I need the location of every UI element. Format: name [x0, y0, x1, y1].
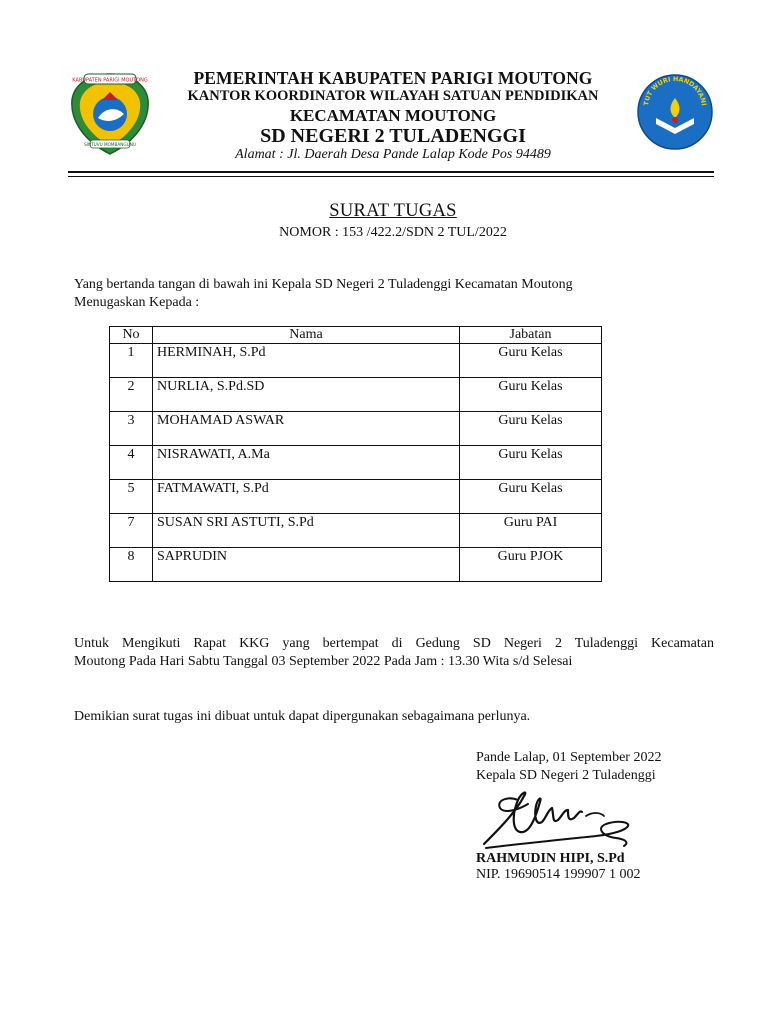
closing-statement: Demikian surat tugas ini dibuat untuk dapat dipergunakan sebagaimana perlunya. — [74, 709, 531, 724]
header-jabatan: Jabatan — [460, 327, 602, 344]
table-row — [110, 514, 602, 548]
table-row — [110, 378, 602, 412]
purpose-line-1: Untuk Mengikuti Rapat KKG yang bertempat di Gedung SD Negeri 2 Tuladenggi Kecamatan — [74, 636, 714, 651]
header-no: No — [110, 327, 153, 344]
row-jabatan: Guru Kelas — [460, 378, 602, 412]
header-government-line: PEMERINTAH KABUPATEN PARIGI MOUTONG — [193, 68, 593, 88]
row-nama: NISRAWATI, A.Ma — [153, 446, 460, 480]
row-no: 5 — [110, 480, 153, 514]
table-row — [110, 480, 602, 514]
signer-nip: NIP. 19690514 199907 1 002 — [476, 867, 641, 882]
intro-line-2: Menugaskan Kepada : — [74, 295, 200, 310]
letter-number: NOMOR : 153 /422.2/SDN 2 TUL/2022 — [279, 225, 507, 240]
header-address: Alamat : Jl. Daerah Desa Pande Lalap Kode Pos 94489 — [235, 147, 551, 162]
logo-left-banner-text: KABUPATEN PARIGI MOUTONG — [72, 77, 148, 84]
header-divider-thin — [68, 176, 714, 177]
logo-right-arc-text: TUT WURI HANDAYANI — [642, 74, 708, 107]
row-nama: MOHAMAD ASWAR — [153, 412, 460, 446]
parigi-moutong-emblem-logo — [68, 70, 152, 158]
row-jabatan: Guru PJOK — [460, 548, 602, 582]
assignment-table — [109, 326, 602, 582]
table-row — [110, 344, 602, 378]
tut-wuri-handayani-logo — [636, 72, 714, 152]
row-jabatan: Guru PAI — [460, 514, 602, 548]
purpose-line-2: Moutong Pada Hari Sabtu Tanggal 03 September 2022 Pada Jam : 13.30 Wita s/d Selesai — [74, 654, 573, 669]
row-no: 3 — [110, 412, 153, 446]
letter-title: SURAT TUGAS — [329, 201, 457, 221]
row-nama: SUSAN SRI ASTUTI, S.Pd — [153, 514, 460, 548]
signature-position: Kepala SD Negeri 2 Tuladenggi — [476, 768, 656, 783]
header-divider-thick — [68, 171, 714, 173]
header-nama: Nama — [153, 327, 460, 344]
table-row — [110, 446, 602, 480]
row-no: 4 — [110, 446, 153, 480]
signer-name: RAHMUDIN HIPI, S.Pd — [476, 851, 625, 866]
row-jabatan: Guru Kelas — [460, 480, 602, 514]
header-district-line: KECAMATAN MOUTONG — [289, 106, 497, 125]
row-nama: NURLIA, S.Pd.SD — [153, 378, 460, 412]
row-nama: FATMAWATI, S.Pd — [153, 480, 460, 514]
table-header-row — [110, 327, 602, 344]
row-no: 7 — [110, 514, 153, 548]
signature-place-date: Pande Lalap, 01 September 2022 — [476, 750, 662, 765]
row-no: 2 — [110, 378, 153, 412]
row-jabatan: Guru Kelas — [460, 446, 602, 480]
handwritten-signature — [478, 786, 638, 858]
table-row — [110, 412, 602, 446]
row-nama: HERMINAH, S.Pd — [153, 344, 460, 378]
row-nama: SAPRUDIN — [153, 548, 460, 582]
intro-line-1: Yang bertanda tangan di bawah ini Kepala SD Negeri 2 Tuladenggi Kecamatan Moutong — [74, 277, 573, 292]
row-jabatan: Guru Kelas — [460, 344, 602, 378]
row-no: 8 — [110, 548, 153, 582]
header-office-line: KANTOR KOORDINATOR WILAYAH SATUAN PENDIDIKAN — [187, 88, 599, 104]
logo-left-motto-text: SINTUVU MOMBANGUNU — [84, 142, 136, 147]
row-no: 1 — [110, 344, 153, 378]
table-row — [110, 548, 602, 582]
header-school-name: SD NEGERI 2 TULADENGGI — [260, 125, 526, 147]
row-jabatan: Guru Kelas — [460, 412, 602, 446]
